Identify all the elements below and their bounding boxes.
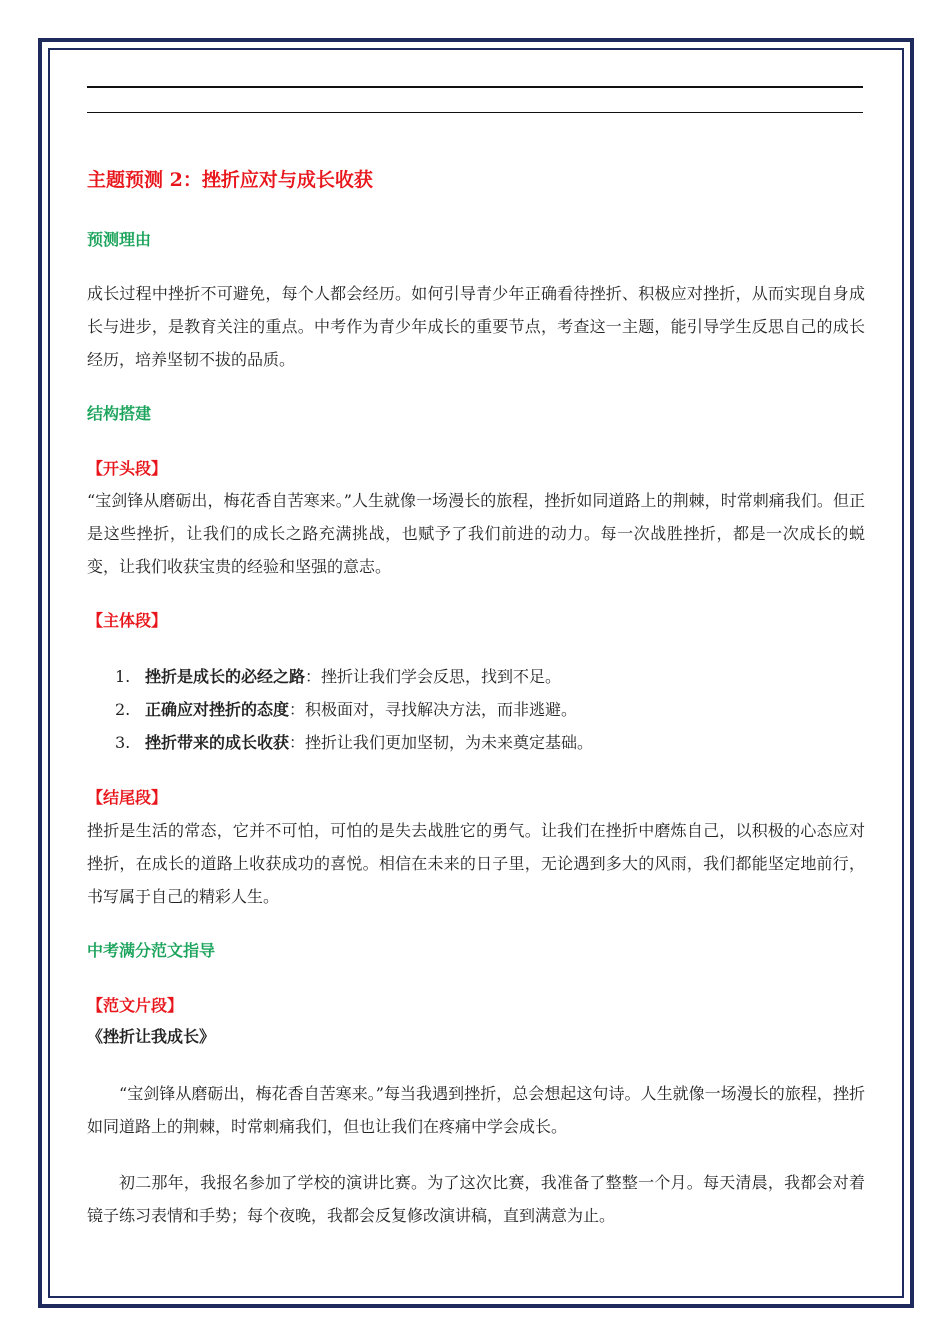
essay-title: 《挫折让我成长》 (87, 1027, 216, 1046)
section-title-guide: 中考满分范文指导 (87, 941, 216, 960)
essay-paragraph-1: “宝剑锋从磨砺出，梅花香自苦寒来。”每当我遇到挫折，总会想起这句诗。人生就像一场漫长的旅程，挫折如同道路上的荆棘，时常刺痛我们，但也让我们在疼痛中学会成长。 (87, 1084, 865, 1136)
section-title-reason: 预测理由 (87, 230, 152, 249)
header-rule-thick (87, 86, 863, 88)
list-item-text: ：挫折让我们更加坚韧，为未来奠定基础。 (289, 733, 594, 752)
body-label: 【主体段】 (87, 611, 168, 630)
ending-label: 【结尾段】 (87, 788, 168, 807)
header-rule-thin (87, 112, 863, 113)
sample-label: 【范文片段】 (87, 996, 184, 1015)
list-item-number: 2. (115, 700, 131, 719)
essay-paragraph-2: 初二那年，我报名参加了学校的演讲比赛。为了这次比赛，我准备了整整一个月。每天清晨，我都会对着镜子练习表情和手势；每个夜晚，我都会反复修改演讲稿，直到满意为止。 (87, 1173, 865, 1225)
reason-paragraph: 成长过程中挫折不可避免，每个人都会经历。如何引导青少年正确看待挫折、积极应对挫折，从而实现自身成长与进步，是教育关注的重点。中考作为青少年成长的重要节点，考查这一主题，能引导学生反思自己的成长经历，培养坚韧不拔的品质。 (87, 284, 865, 369)
list-item-text: ：挫折让我们学会反思，找到不足。 (305, 667, 562, 686)
body-point-list (87, 660, 865, 759)
list-item (87, 693, 865, 726)
ending-paragraph: 挫折是生活的常态，它并不可怕，可怕的是失去战胜它的勇气。让我们在挫折中磨炼自己，以积极的心态应对挫折，在成长的道路上收获成功的喜悦。相信在未来的日子里，无论遇到多大的风雨，我们都能坚定地前行，书写属于自己的精彩人生。 (87, 821, 865, 906)
list-item-key: 挫折是成长的必经之路 (145, 667, 306, 686)
list-item (87, 660, 865, 693)
list-item-number: 3. (115, 733, 131, 752)
opening-paragraph: “宝剑锋从磨砺出，梅花香自苦寒来。”人生就像一场漫长的旅程，挫折如同道路上的荆棘，时常刺痛我们。但正是这些挫折，让我们的成长之路充满挑战，也赋予了我们前进的动力。每一次战胜挫折，都是一次成长的蜕变，让我们收获宝贵的经验和坚强的意志。 (87, 491, 865, 576)
list-item-text: ：积极面对，寻找解决方法，而非逃避。 (289, 700, 578, 719)
list-item-number: 1. (115, 667, 131, 686)
opening-label: 【开头段】 (87, 459, 168, 478)
list-item-key: 正确应对挫折的态度 (145, 700, 290, 719)
section-title-structure: 结构搭建 (87, 404, 152, 423)
topic-title: 主题预测 2：挫折应对与成长收获 (87, 169, 373, 191)
list-item (87, 726, 865, 759)
list-item-key: 挫折带来的成长收获 (145, 733, 290, 752)
